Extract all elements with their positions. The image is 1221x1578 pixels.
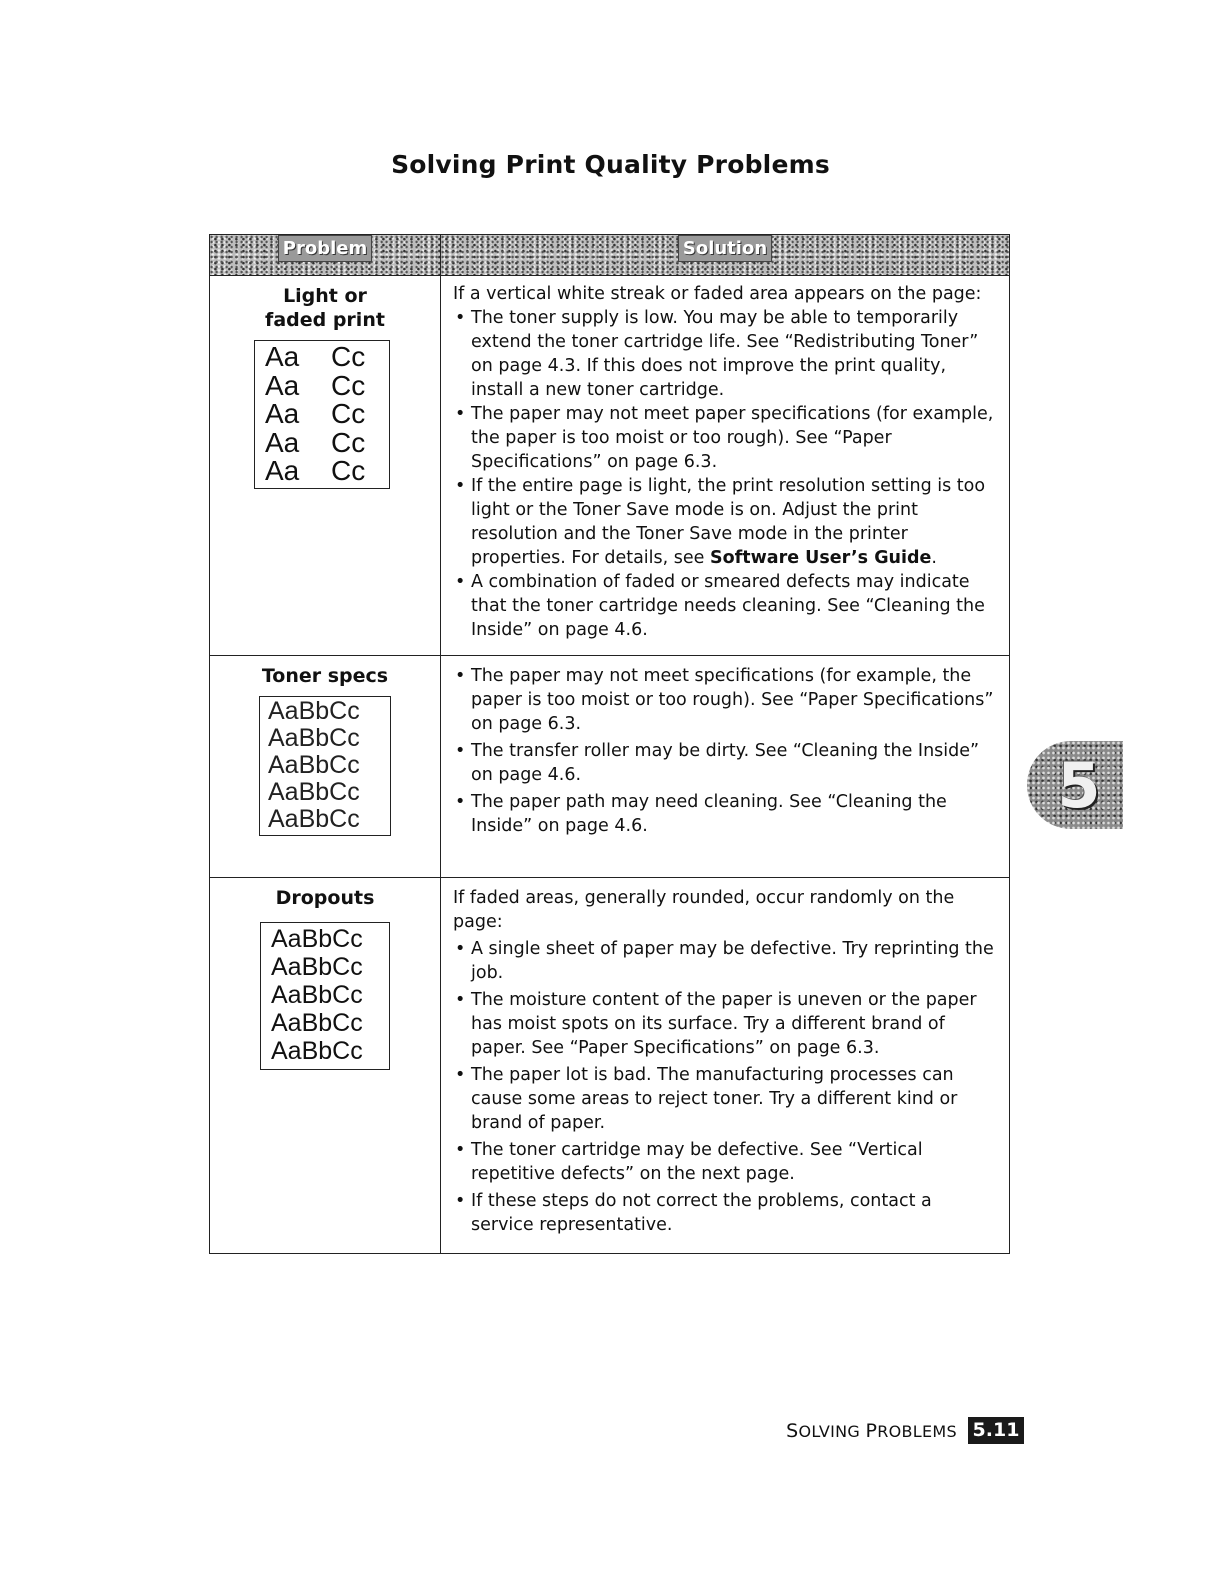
sample-line: AaBbCc xyxy=(271,1037,363,1065)
sample-text: Aa xyxy=(265,455,300,486)
problem-title: Dropouts xyxy=(275,887,375,909)
page-title: Solving Print Quality Problems xyxy=(391,150,830,179)
footer-cap: P xyxy=(865,1420,878,1442)
list-item xyxy=(453,474,999,570)
sample-text: Aa xyxy=(265,426,300,458)
list-item: • The toner supply is low. You may be able to temporarily extend the toner cartridge life. See “Redistributing Toner” on page 4.3. If this does not improve the print quality, install a new toner cartridge. xyxy=(453,306,999,402)
solution-list xyxy=(453,306,999,642)
sample-line xyxy=(265,343,389,372)
problem-title: Toner specs xyxy=(261,665,389,687)
problem-cell xyxy=(210,656,441,878)
problem-cell xyxy=(210,878,441,1254)
table-row xyxy=(210,276,1010,656)
sample-text: Aa xyxy=(265,369,300,401)
list-item: • The paper may not meet paper specifications (for example, the paper is too moist or too rough). See “Paper Specifications” on page 6.3. xyxy=(453,402,999,474)
dropouts-sample xyxy=(260,922,390,1070)
footer-cap: S xyxy=(786,1420,799,1442)
sample-line: AaBbCc xyxy=(271,925,363,953)
sample-line: AaBbCc xyxy=(268,697,360,725)
chapter-tab xyxy=(1027,741,1123,829)
light-print-sample xyxy=(254,340,390,489)
footer-smallcaps: ROBLEMS xyxy=(877,1422,957,1441)
table-row xyxy=(210,878,1010,1254)
footer-section-label xyxy=(786,1420,957,1442)
sample-text: Cc xyxy=(331,341,366,372)
sample-line: AaBbCc xyxy=(268,751,360,779)
solution-cell xyxy=(441,276,1010,656)
list-item: • The toner cartridge may be defective. See “Vertical repetitive defects” on the next page. xyxy=(453,1138,999,1186)
toner-specs-sample xyxy=(259,696,391,836)
list-item: • The transfer roller may be dirty. See “Cleaning the Inside” on page 4.6. xyxy=(453,739,999,787)
sample-text: Cc xyxy=(331,398,366,429)
sample-line: AaBbCc xyxy=(271,953,363,981)
sample-line xyxy=(265,457,389,486)
sample-text: Aa xyxy=(265,398,300,429)
solution-list xyxy=(453,937,999,1237)
list-item: • If these steps do not correct the problems, contact a service representative. xyxy=(453,1189,999,1237)
sample-text: Cc xyxy=(331,426,366,458)
solution-cell xyxy=(441,878,1010,1254)
sample-line xyxy=(265,426,389,458)
software-guide-reference: Software User’s Guide xyxy=(710,548,932,568)
list-item-end: . xyxy=(931,548,937,568)
problem-cell xyxy=(210,276,441,656)
list-item: • The paper path may need cleaning. See “Cleaning the Inside” on page 4.6. xyxy=(453,790,999,838)
problem-header-label: Problem xyxy=(278,235,372,262)
chapter-number: 5 xyxy=(1057,748,1101,822)
list-item: • The moisture content of the paper is uneven or the paper has moist spots on its surface. Try a different brand of paper. See “Paper Specifications” on page 6.3. xyxy=(453,988,999,1060)
sample-text: Cc xyxy=(331,455,366,486)
solution-header xyxy=(441,235,1010,276)
solution-cell xyxy=(441,656,1010,878)
footer-smallcaps: OLVING xyxy=(798,1422,861,1441)
sample-line xyxy=(265,369,389,401)
sample-text: Aa xyxy=(265,341,300,372)
sample-text: Cc xyxy=(331,369,366,401)
list-item: • The paper lot is bad. The manufacturing processes can cause some areas to reject toner. Try a different kind or brand of paper. xyxy=(453,1063,999,1135)
list-item: • A combination of faded or smeared defects may indicate that the toner cartridge needs cleaning. See “Cleaning the Inside” on page 4.6. xyxy=(453,570,999,642)
table-row xyxy=(210,656,1010,878)
sample-line: AaBbCc xyxy=(268,805,360,833)
solution-intro: If a vertical white streak or faded area appears on the page: xyxy=(453,284,982,304)
solution-intro: If faded areas, generally rounded, occur randomly on the page: xyxy=(453,888,955,932)
problem-title: Light or faded print xyxy=(265,285,385,331)
problem-header xyxy=(210,235,441,276)
list-item-text: If the entire page is light, the print resolution setting is too light or the Toner Save mode is on. Adjust the print resolution and the Toner Save mode in the printer properties. For details, see xyxy=(471,476,986,568)
sample-line xyxy=(265,400,389,429)
sample-line: AaBbCc xyxy=(271,981,363,1009)
print-quality-table xyxy=(209,234,1010,1254)
sample-line: AaBbCc xyxy=(268,724,360,752)
sample-line: AaBbCc xyxy=(271,1009,363,1037)
list-item: • The paper may not meet specifications (for example, the paper is too moist or too rough). See “Paper Specifications” on page 6.3. xyxy=(453,664,999,736)
page-number: 5.11 xyxy=(968,1417,1024,1444)
solution-list xyxy=(453,664,999,838)
solution-header-label: Solution xyxy=(678,235,772,262)
list-item: • A single sheet of paper may be defective. Try reprinting the job. xyxy=(453,937,999,985)
sample-line: AaBbCc xyxy=(268,778,360,806)
table-header-row xyxy=(210,235,1010,276)
